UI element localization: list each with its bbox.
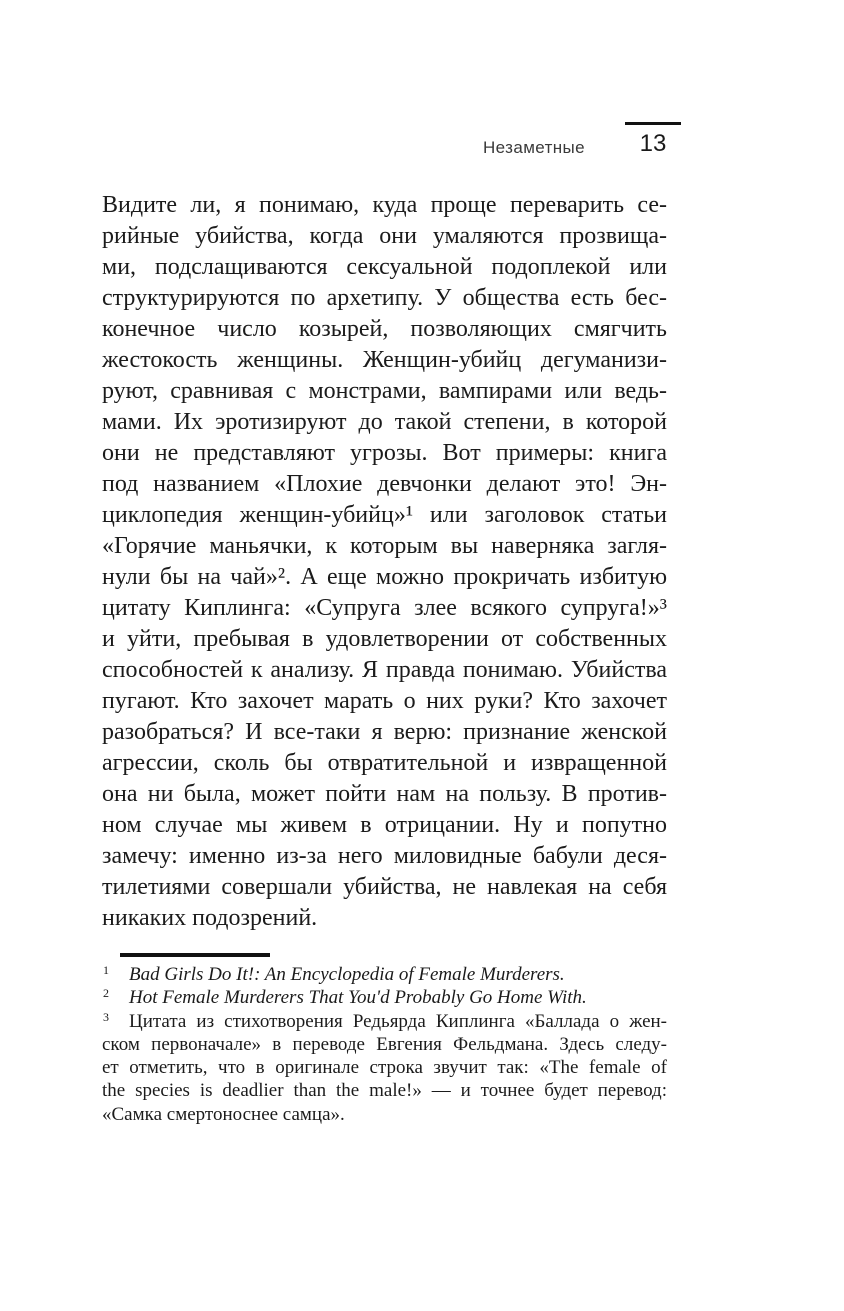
footnote-line: Hot Female Murderers That You'd Probably Go Home With. xyxy=(129,987,587,1009)
body-line: «Горячие маньячки, к которым вы наверняка загля- xyxy=(102,533,667,559)
footnote-1-text xyxy=(102,963,667,986)
body-line: агрессии, сколь бы отвратительной и извращенной xyxy=(102,750,667,776)
page-number: 13 xyxy=(639,130,667,157)
body-text xyxy=(102,190,667,934)
footnote-line: «Самка смертоноснее самца». xyxy=(102,1103,345,1125)
body-line: цитату Киплинга: «Супруга злее всякого супруга!»³ xyxy=(102,595,667,621)
footnote-2-marker: 2 xyxy=(103,986,109,1001)
body-line: конечное число козырей, позволяющих смягчить xyxy=(102,316,667,342)
footnote-separator xyxy=(120,953,270,957)
footnote-3-text xyxy=(102,1010,667,1126)
footnote-2-text xyxy=(102,986,667,1009)
footnotes xyxy=(102,963,667,1126)
footnote-2 xyxy=(102,986,667,1009)
folio xyxy=(625,122,681,156)
body-line: способностей к анализу. Я правда понимаю. Убийства xyxy=(102,657,667,683)
body-line: никаких подозрений. xyxy=(102,905,318,931)
footnote-line: ском первоначале» в переводе Евгения Фельдмана. Здесь следу- xyxy=(102,1033,667,1055)
footnote-3-marker: 3 xyxy=(103,1009,109,1024)
body-line: циклопедия женщин-убийц»¹ или заголовок статьи xyxy=(102,502,667,528)
body-line: пугают. Кто захочет марать о них руки? Кто захочет xyxy=(102,688,667,714)
body-line: разобраться? И все-таки я верю: признание женской xyxy=(102,719,667,745)
body-line: тилетиями совершали убийства, не навлекая на себя xyxy=(102,874,667,900)
body-line: рийные убийства, когда они умаляются прозвища- xyxy=(102,223,667,249)
footnote-1 xyxy=(102,963,667,986)
body-line: жестокость женщины. Женщин-убийц дегуманизи- xyxy=(102,347,667,373)
body-line: мами. Их эротизируют до такой степени, в которой xyxy=(102,409,667,435)
body-line: ном случае мы живем в отрицании. Ну и попутно xyxy=(102,812,667,838)
footnote-line: ет отметить, что в оригинале строка звучит так: «The female of xyxy=(102,1057,667,1079)
body-line: руют, сравнивая с монстрами, вампирами или ведь- xyxy=(102,378,667,404)
footnote-line: the species is deadlier than the male!» — и точнее будет перевод: xyxy=(102,1080,667,1102)
body-line: нули бы на чай»². А еще можно прокричать избитую xyxy=(102,564,667,590)
body-line: и уйти, пребывая в удовлетворении от собственных xyxy=(102,626,667,652)
footnote-line: Цитата из стихотворения Редьярда Киплинга «Баллада о жен- xyxy=(129,1010,667,1032)
body-line: под названием «Плохие девчонки делают это! Эн- xyxy=(102,471,667,497)
body-line: Видите ли, я понимаю, куда проще переварить се- xyxy=(102,192,667,218)
footnote-3 xyxy=(102,1010,667,1126)
body-line: структурируются по архетипу. У общества есть бес- xyxy=(102,285,667,311)
body-line: ми, подслащиваются сексуальной подоплекой или xyxy=(102,254,667,280)
footnote-1-marker: 1 xyxy=(103,963,109,977)
running-title: Незаметные xyxy=(483,138,586,157)
body-line: замечу: именно из-за него миловидные бабули деся- xyxy=(102,843,667,869)
footnote-line: Bad Girls Do It!: An Encyclopedia of Female Murderers. xyxy=(129,964,565,985)
body-line: она ни была, может пойти нам на пользу. В против- xyxy=(102,781,667,807)
body-line: они не представляют угрозы. Вот примеры: книга xyxy=(102,440,667,466)
